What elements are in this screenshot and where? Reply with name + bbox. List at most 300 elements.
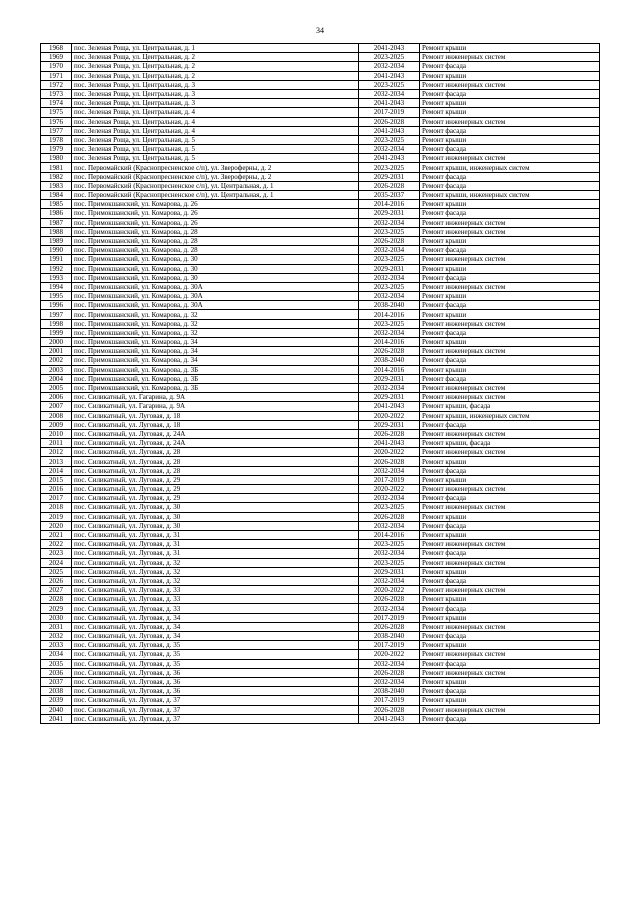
address-cell: пос. Зеленая Роща, ул. Центральная, д. 5 <box>72 135 359 144</box>
table-row <box>41 255 600 264</box>
address-cell: пос. Примокшанский, ул. Комарова, д. 32 <box>72 319 359 328</box>
period-cell: 2023-2025 <box>359 282 420 291</box>
address-cell: пос. Примокшанский, ул. Комарова, д. 30А <box>72 292 359 301</box>
row-number-cell: 2009 <box>41 420 72 429</box>
period-cell: 2026-2028 <box>359 705 420 714</box>
row-number-cell: 2036 <box>41 668 72 677</box>
work-type-cell: Ремонт инженерных систем <box>420 586 600 595</box>
table-row <box>41 677 600 686</box>
period-cell: 2041-2043 <box>359 714 420 723</box>
row-number-cell: 1989 <box>41 236 72 245</box>
work-type-cell: Ремонт крыши <box>420 595 600 604</box>
work-type-cell: Ремонт инженерных систем <box>420 154 600 163</box>
table-row <box>41 108 600 117</box>
table-row <box>41 264 600 273</box>
work-type-cell: Ремонт фасада <box>420 328 600 337</box>
work-type-cell: Ремонт фасада <box>420 466 600 475</box>
row-number-cell: 2021 <box>41 530 72 539</box>
table-row <box>41 475 600 484</box>
work-type-cell: Ремонт фасада <box>420 687 600 696</box>
row-number-cell: 2012 <box>41 448 72 457</box>
row-number-cell: 2000 <box>41 338 72 347</box>
period-cell: 2029-2031 <box>359 393 420 402</box>
work-type-cell: Ремонт фасада <box>420 62 600 71</box>
row-number-cell: 2018 <box>41 503 72 512</box>
work-type-cell: Ремонт фасада <box>420 549 600 558</box>
table-row <box>41 145 600 154</box>
row-number-cell: 2002 <box>41 356 72 365</box>
work-type-cell: Ремонт инженерных систем <box>420 347 600 356</box>
address-cell: пос. Силикатный, ул. Луговая, д. 36 <box>72 687 359 696</box>
address-cell: пос. Зеленая Роща, ул. Центральная, д. 4 <box>72 108 359 117</box>
row-number-cell: 1993 <box>41 273 72 282</box>
period-cell: 2026-2028 <box>359 457 420 466</box>
row-number-cell: 1988 <box>41 227 72 236</box>
address-cell: пос. Примокшанский, ул. Комарова, д. 26 <box>72 200 359 209</box>
work-type-cell: Ремонт крыши <box>420 567 600 576</box>
work-type-cell: Ремонт крыши <box>420 512 600 521</box>
row-number-cell: 1998 <box>41 319 72 328</box>
address-cell: пос. Примокшанский, ул. Комарова, д. 30А <box>72 301 359 310</box>
work-type-cell: Ремонт крыши <box>420 696 600 705</box>
work-type-cell: Ремонт фасада <box>420 301 600 310</box>
address-cell: пос. Силикатный, ул. Луговая, д. 35 <box>72 650 359 659</box>
address-cell: пос. Примокшанский, ул. Комарова, д. 3Б <box>72 383 359 392</box>
address-cell: пос. Силикатный, ул. Луговая, д. 31 <box>72 540 359 549</box>
address-cell: пос. Силикатный, ул. Луговая, д. 30 <box>72 503 359 512</box>
row-number-cell: 2006 <box>41 393 72 402</box>
row-number-cell: 1986 <box>41 209 72 218</box>
work-type-cell: Ремонт инженерных систем <box>420 705 600 714</box>
row-number-cell: 2028 <box>41 595 72 604</box>
period-cell: 2023-2025 <box>359 163 420 172</box>
period-cell: 2029-2031 <box>359 209 420 218</box>
table-row <box>41 429 600 438</box>
period-cell: 2026-2028 <box>359 347 420 356</box>
address-cell: пос. Примокшанский, ул. Комарова, д. 30А <box>72 282 359 291</box>
row-number-cell: 2001 <box>41 347 72 356</box>
work-type-cell: Ремонт крыши <box>420 475 600 484</box>
row-number-cell: 2034 <box>41 650 72 659</box>
table-row <box>41 567 600 576</box>
address-cell: пос. Зеленая Роща, ул. Центральная, д. 5 <box>72 154 359 163</box>
work-type-cell: Ремонт крыши <box>420 530 600 539</box>
address-cell: пос. Силикатный, ул. Луговая, д. 37 <box>72 696 359 705</box>
work-type-cell: Ремонт инженерных систем <box>420 622 600 631</box>
row-number-cell: 1973 <box>41 89 72 98</box>
period-cell: 2014-2016 <box>359 310 420 319</box>
row-number-cell: 2038 <box>41 687 72 696</box>
table-row <box>41 485 600 494</box>
table-row <box>41 172 600 181</box>
work-type-cell: Ремонт крыши, фасада <box>420 402 600 411</box>
address-cell: пос. Силикатный, ул. Луговая, д. 29 <box>72 494 359 503</box>
work-type-cell: Ремонт крыши <box>420 200 600 209</box>
period-cell: 2020-2022 <box>359 485 420 494</box>
work-type-cell: Ремонт инженерных систем <box>420 668 600 677</box>
table-row <box>41 200 600 209</box>
period-cell: 2026-2028 <box>359 668 420 677</box>
row-number-cell: 2030 <box>41 613 72 622</box>
row-number-cell: 2005 <box>41 383 72 392</box>
address-cell: пос. Зеленая Роща, ул. Центральная, д. 2 <box>72 71 359 80</box>
table-row <box>41 99 600 108</box>
work-type-cell: Ремонт фасада <box>420 576 600 585</box>
period-cell: 2020-2022 <box>359 586 420 595</box>
row-number-cell: 2010 <box>41 429 72 438</box>
table-row <box>41 273 600 282</box>
period-cell: 2032-2034 <box>359 246 420 255</box>
period-cell: 2032-2034 <box>359 521 420 530</box>
table-row <box>41 632 600 641</box>
table-row <box>41 53 600 62</box>
period-cell: 2014-2016 <box>359 530 420 539</box>
work-type-cell: Ремонт крыши <box>420 613 600 622</box>
address-cell: пос. Примокшанский, ул. Комарова, д. 26 <box>72 209 359 218</box>
table-row <box>41 420 600 429</box>
table-row <box>41 328 600 337</box>
period-cell: 2014-2016 <box>359 338 420 347</box>
row-number-cell: 2003 <box>41 365 72 374</box>
table-row <box>41 191 600 200</box>
row-number-cell: 2035 <box>41 659 72 668</box>
address-cell: пос. Силикатный, ул. Луговая, д. 18 <box>72 420 359 429</box>
address-cell: пос. Примокшанский, ул. Комарова, д. 30 <box>72 273 359 282</box>
work-type-cell: Ремонт инженерных систем <box>420 80 600 89</box>
work-type-cell: Ремонт крыши <box>420 641 600 650</box>
table-row <box>41 301 600 310</box>
period-cell: 2032-2034 <box>359 218 420 227</box>
row-number-cell: 2027 <box>41 586 72 595</box>
row-number-cell: 1999 <box>41 328 72 337</box>
table-body <box>41 44 600 724</box>
work-type-cell: Ремонт инженерных систем <box>420 319 600 328</box>
work-type-cell: Ремонт инженерных систем <box>420 558 600 567</box>
table-row <box>41 393 600 402</box>
work-type-cell: Ремонт инженерных систем <box>420 503 600 512</box>
table-row <box>41 696 600 705</box>
address-cell: пос. Силикатный, ул. Луговая, д. 29 <box>72 475 359 484</box>
period-cell: 2032-2034 <box>359 328 420 337</box>
table-row <box>41 521 600 530</box>
address-cell: пос. Примокшанский, ул. Комарова, д. 28 <box>72 246 359 255</box>
work-type-cell: Ремонт крыши <box>420 365 600 374</box>
period-cell: 2038-2040 <box>359 687 420 696</box>
row-number-cell: 2032 <box>41 632 72 641</box>
period-cell: 2023-2025 <box>359 319 420 328</box>
table-row <box>41 163 600 172</box>
table-row <box>41 338 600 347</box>
table-row <box>41 659 600 668</box>
address-cell: пос. Силикатный, ул. Луговая, д. 30 <box>72 521 359 530</box>
table-row <box>41 292 600 301</box>
work-type-cell: Ремонт крыши, инженерных систем <box>420 411 600 420</box>
period-cell: 2032-2034 <box>359 89 420 98</box>
address-cell: пос. Силикатный, ул. Луговая, д. 29 <box>72 485 359 494</box>
work-type-cell: Ремонт фасада <box>420 714 600 723</box>
table-row <box>41 89 600 98</box>
work-type-cell: Ремонт фасада <box>420 89 600 98</box>
table-row <box>41 227 600 236</box>
table-row <box>41 439 600 448</box>
period-cell: 2038-2040 <box>359 632 420 641</box>
row-number-cell: 2020 <box>41 521 72 530</box>
address-cell: пос. Первомайский (Краснопресненское с/п), ул. Звероферны, д. 2 <box>72 172 359 181</box>
row-number-cell: 2037 <box>41 677 72 686</box>
period-cell: 2032-2034 <box>359 677 420 686</box>
row-number-cell: 1976 <box>41 117 72 126</box>
work-type-cell: Ремонт фасада <box>420 420 600 429</box>
address-cell: пос. Примокшанский, ул. Комарова, д. 32 <box>72 328 359 337</box>
table-row <box>41 135 600 144</box>
period-cell: 2032-2034 <box>359 604 420 613</box>
work-type-cell: Ремонт фасада <box>420 181 600 190</box>
work-type-cell: Ремонт крыши <box>420 135 600 144</box>
row-number-cell: 2041 <box>41 714 72 723</box>
period-cell: 2020-2022 <box>359 650 420 659</box>
table-row <box>41 154 600 163</box>
row-number-cell: 1977 <box>41 126 72 135</box>
period-cell: 2014-2016 <box>359 365 420 374</box>
row-number-cell: 2016 <box>41 485 72 494</box>
period-cell: 2017-2019 <box>359 475 420 484</box>
table-row <box>41 218 600 227</box>
table-row <box>41 714 600 723</box>
period-cell: 2023-2025 <box>359 53 420 62</box>
period-cell: 2023-2025 <box>359 227 420 236</box>
row-number-cell: 1990 <box>41 246 72 255</box>
row-number-cell: 1980 <box>41 154 72 163</box>
table-row <box>41 503 600 512</box>
address-cell: пос. Примокшанский, ул. Комарова, д. 3Б <box>72 365 359 374</box>
address-cell: пос. Силикатный, ул. Луговая, д. 37 <box>72 705 359 714</box>
address-cell: пос. Силикатный, ул. Луговая, д. 28 <box>72 466 359 475</box>
table-row <box>41 319 600 328</box>
period-cell: 2038-2040 <box>359 356 420 365</box>
row-number-cell: 1983 <box>41 181 72 190</box>
table-row <box>41 576 600 585</box>
period-cell: 2029-2031 <box>359 374 420 383</box>
table-row <box>41 62 600 71</box>
address-cell: пос. Силикатный, ул. Луговая, д. 24А <box>72 429 359 438</box>
row-number-cell: 2007 <box>41 402 72 411</box>
address-cell: пос. Зеленая Роща, ул. Центральная, д. 3 <box>72 99 359 108</box>
row-number-cell: 2013 <box>41 457 72 466</box>
period-cell: 2023-2025 <box>359 540 420 549</box>
work-type-cell: Ремонт крыши <box>420 236 600 245</box>
period-cell: 2023-2025 <box>359 503 420 512</box>
period-cell: 2035-2037 <box>359 191 420 200</box>
period-cell: 2032-2034 <box>359 659 420 668</box>
work-type-cell: Ремонт фасада <box>420 172 600 181</box>
work-type-cell: Ремонт крыши <box>420 99 600 108</box>
address-cell: пос. Зеленая Роща, ул. Центральная, д. 5 <box>72 145 359 154</box>
table-row <box>41 687 600 696</box>
period-cell: 2017-2019 <box>359 641 420 650</box>
period-cell: 2026-2028 <box>359 622 420 631</box>
address-cell: пос. Примокшанский, ул. Комарова, д. 30 <box>72 264 359 273</box>
address-cell: пос. Силикатный, ул. Луговая, д. 33 <box>72 595 359 604</box>
address-cell: пос. Примокшанский, ул. Комарова, д. 34 <box>72 356 359 365</box>
address-cell: пос. Силикатный, ул. Луговая, д. 33 <box>72 586 359 595</box>
row-number-cell: 1968 <box>41 44 72 53</box>
address-cell: пос. Примокшанский, ул. Комарова, д. 28 <box>72 236 359 245</box>
work-type-cell: Ремонт инженерных систем <box>420 540 600 549</box>
table-row <box>41 586 600 595</box>
row-number-cell: 1979 <box>41 145 72 154</box>
row-number-cell: 1997 <box>41 310 72 319</box>
period-cell: 2041-2043 <box>359 402 420 411</box>
page-number: 34 <box>316 26 324 35</box>
address-cell: пос. Зеленая Роща, ул. Центральная, д. 4 <box>72 117 359 126</box>
work-type-cell: Ремонт крыши <box>420 264 600 273</box>
address-cell: пос. Зеленая Роща, ул. Центральная, д. 2 <box>72 53 359 62</box>
work-type-cell: Ремонт инженерных систем <box>420 448 600 457</box>
period-cell: 2017-2019 <box>359 613 420 622</box>
work-type-cell: Ремонт фасада <box>420 374 600 383</box>
work-type-cell: Ремонт крыши, фасада <box>420 439 600 448</box>
row-number-cell: 1996 <box>41 301 72 310</box>
period-cell: 2029-2031 <box>359 567 420 576</box>
row-number-cell: 1982 <box>41 172 72 181</box>
address-cell: пос. Примокшанский, ул. Комарова, д. 3Б <box>72 374 359 383</box>
table-row <box>41 80 600 89</box>
period-cell: 2023-2025 <box>359 135 420 144</box>
work-type-cell: Ремонт крыши <box>420 457 600 466</box>
period-cell: 2020-2022 <box>359 448 420 457</box>
table-row <box>41 613 600 622</box>
row-number-cell: 1978 <box>41 135 72 144</box>
row-number-cell: 2008 <box>41 411 72 420</box>
row-number-cell: 2022 <box>41 540 72 549</box>
work-type-cell: Ремонт крыши <box>420 310 600 319</box>
period-cell: 2026-2028 <box>359 512 420 521</box>
table-row <box>41 365 600 374</box>
row-number-cell: 2040 <box>41 705 72 714</box>
address-cell: пос. Силикатный, ул. Луговая, д. 28 <box>72 448 359 457</box>
period-cell: 2026-2028 <box>359 117 420 126</box>
table-row <box>41 383 600 392</box>
address-cell: пос. Силикатный, ул. Гагарина, д. 9А <box>72 393 359 402</box>
address-cell: пос. Силикатный, ул. Луговая, д. 32 <box>72 576 359 585</box>
table-row <box>41 549 600 558</box>
period-cell: 2026-2028 <box>359 429 420 438</box>
address-cell: пос. Силикатный, ул. Луговая, д. 35 <box>72 641 359 650</box>
address-cell: пос. Силикатный, ул. Луговая, д. 32 <box>72 567 359 576</box>
row-number-cell: 2025 <box>41 567 72 576</box>
table-row <box>41 595 600 604</box>
period-cell: 2029-2031 <box>359 172 420 181</box>
row-number-cell: 2026 <box>41 576 72 585</box>
period-cell: 2023-2025 <box>359 80 420 89</box>
address-cell: пос. Зеленая Роща, ул. Центральная, д. 1 <box>72 44 359 53</box>
table-row <box>41 494 600 503</box>
period-cell: 2041-2043 <box>359 126 420 135</box>
period-cell: 2017-2019 <box>359 108 420 117</box>
row-number-cell: 1972 <box>41 80 72 89</box>
address-cell: пос. Примокшанский, ул. Комарова, д. 34 <box>72 338 359 347</box>
row-number-cell: 1995 <box>41 292 72 301</box>
period-cell: 2023-2025 <box>359 255 420 264</box>
row-number-cell: 1984 <box>41 191 72 200</box>
work-type-cell: Ремонт фасада <box>420 273 600 282</box>
address-cell: пос. Силикатный, ул. Луговая, д. 31 <box>72 530 359 539</box>
table-row <box>41 310 600 319</box>
row-number-cell: 1994 <box>41 282 72 291</box>
address-cell: пос. Силикатный, ул. Гагарина, д. 9А <box>72 402 359 411</box>
table-row <box>41 181 600 190</box>
row-number-cell: 1969 <box>41 53 72 62</box>
row-number-cell: 2011 <box>41 439 72 448</box>
row-number-cell: 2017 <box>41 494 72 503</box>
address-cell: пос. Примокшанский, ул. Комарова, д. 28 <box>72 227 359 236</box>
table-row <box>41 126 600 135</box>
work-type-cell: Ремонт крыши <box>420 338 600 347</box>
address-cell: пос. Силикатный, ул. Луговая, д. 32 <box>72 558 359 567</box>
work-type-cell: Ремонт инженерных систем <box>420 650 600 659</box>
address-cell: пос. Зеленая Роща, ул. Центральная, д. 3 <box>72 89 359 98</box>
table-row <box>41 622 600 631</box>
table-row <box>41 540 600 549</box>
work-type-cell: Ремонт крыши <box>420 677 600 686</box>
table-row <box>41 71 600 80</box>
row-number-cell: 1992 <box>41 264 72 273</box>
table-row <box>41 641 600 650</box>
table-row <box>41 236 600 245</box>
table-row <box>41 457 600 466</box>
work-type-cell: Ремонт инженерных систем <box>420 393 600 402</box>
table-row <box>41 347 600 356</box>
work-type-cell: Ремонт фасада <box>420 356 600 365</box>
row-number-cell: 2029 <box>41 604 72 613</box>
address-cell: пос. Силикатный, ул. Луговая, д. 34 <box>72 632 359 641</box>
work-type-cell: Ремонт крыши <box>420 44 600 53</box>
work-type-cell: Ремонт фасада <box>420 246 600 255</box>
address-cell: пос. Примокшанский, ул. Комарова, д. 30 <box>72 255 359 264</box>
table-row <box>41 705 600 714</box>
address-cell: пос. Силикатный, ул. Луговая, д. 24А <box>72 439 359 448</box>
table-row <box>41 668 600 677</box>
work-type-cell: Ремонт крыши <box>420 292 600 301</box>
address-cell: пос. Силикатный, ул. Луговая, д. 36 <box>72 677 359 686</box>
table-row <box>41 209 600 218</box>
row-number-cell: 1981 <box>41 163 72 172</box>
address-cell: пос. Зеленая Роща, ул. Центральная, д. 4 <box>72 126 359 135</box>
period-cell: 2026-2028 <box>359 181 420 190</box>
address-cell: пос. Силикатный, ул. Луговая, д. 33 <box>72 604 359 613</box>
address-cell: пос. Силикатный, ул. Луговая, д. 28 <box>72 457 359 466</box>
address-cell: пос. Первомайский (Краснопресненское с/п), ул. Центральная, д. 1 <box>72 181 359 190</box>
address-cell: пос. Примокшанский, ул. Комарова, д. 26 <box>72 218 359 227</box>
address-cell: пос. Первомайский (Краснопресненское с/п), ул. Звероферны, д. 2 <box>72 163 359 172</box>
work-type-cell: Ремонт крыши, инженерных систем <box>420 163 600 172</box>
period-cell: 2041-2043 <box>359 154 420 163</box>
table-row <box>41 650 600 659</box>
table-row <box>41 117 600 126</box>
table-row <box>41 402 600 411</box>
address-cell: пос. Силикатный, ул. Луговая, д. 30 <box>72 512 359 521</box>
table-row <box>41 530 600 539</box>
address-cell: пос. Силикатный, ул. Луговая, д. 36 <box>72 668 359 677</box>
address-cell: пос. Примокшанский, ул. Комарова, д. 34 <box>72 347 359 356</box>
period-cell: 2032-2034 <box>359 145 420 154</box>
row-number-cell: 1974 <box>41 99 72 108</box>
work-type-cell: Ремонт фасада <box>420 604 600 613</box>
table-row <box>41 374 600 383</box>
address-cell: пос. Первомайский (Краснопресненское с/п), ул. Центральная, д. 1 <box>72 191 359 200</box>
period-cell: 2041-2043 <box>359 439 420 448</box>
table-row <box>41 558 600 567</box>
